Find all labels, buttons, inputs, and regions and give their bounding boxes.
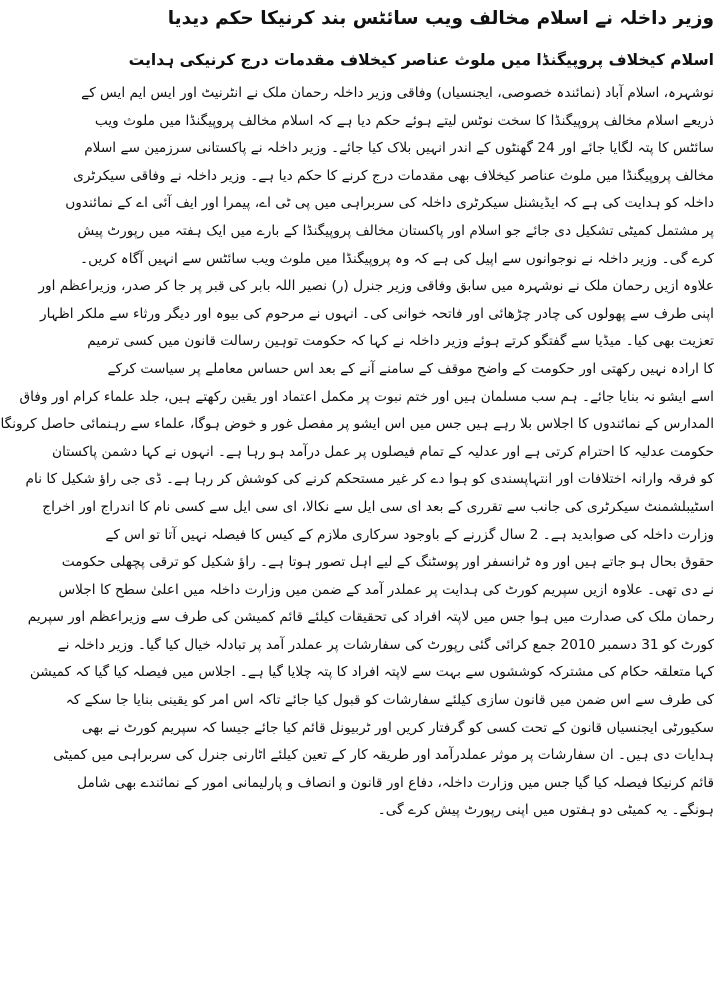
body-line: داخلہ کو ہدایت کی ہے کہ ایڈیشنل سیکرٹری داخلہ کی سربراہی میں پی ٹی اے، پیمرا اور ایف آئی اے کے نمائندوں xyxy=(65,195,714,212)
body-line: کورٹ کو 31 دسمبر 2010 جمع کرائی گئی رپورٹ کی سفارشات پر عملدر آمد پر تبادلہ خیال کیا گیا۔ وزیر داخلہ نے xyxy=(57,636,714,653)
body-line: علاوہ ازیں رحمان ملک نے نوشہرہ میں سابق وفاقی وزیر جنرل (ر) نصیر اللہ بابر کی قبر پر جا کر صدر، وزیراعظم اور xyxy=(38,278,714,295)
body-line: اسٹیبلشمنٹ سیکرٹری کی جانب سے تقرری کے بعد ای سی ایل سے نکالا، ای سی ایل سے کسی نام کا اندراج اور اخراج xyxy=(42,498,714,515)
body-line: ہونگے۔ یہ کمیٹی دو ہفتوں میں اپنی رپورٹ پیش کرے گی۔ xyxy=(377,802,714,819)
body-line: کو فرقہ وارانہ اختلافات اور انتہاپسندی کو ہوا دے کر غیر مستحکم کرنے کی کوشش کر رہا ہے۔ ڈی جی راؤ شکیل کا نام xyxy=(25,471,714,488)
body-line: کہا متعلقہ حکام کی مشترکہ کوششوں سے بہت سے لاپتہ افراد کا پتہ چلایا گیا ہے۔ اجلاس میں فیصلہ کیا گیا کہ کمیشن xyxy=(29,664,714,681)
headline: وزیر داخلہ نے اسلام مخالف ویب سائٹس بند کرنیکا حکم دیدیا xyxy=(167,8,714,29)
body-line: نے دی تھی۔ علاوہ ازیں سپریم کورٹ کی ہدایت پر عملدر آمد کے ضمن میں وزارت داخلہ میں اعلیٰ سطح کا اجلاس xyxy=(58,581,714,598)
body-line: تعزیت بھی کیا۔ میڈیا سے گفتگو کرتے ہوئے وزیر داخلہ نے کہا کہ حکومت توہین رسالت قانون میں کسی ترمیم xyxy=(87,333,714,350)
body-line: وزارت داخلہ کی صوابدید ہے۔ 2 سال گزرنے کے باوجود سرکاری ملازم کے کیس کا فیصلہ نہیں آتا تو اس کے xyxy=(105,526,714,543)
body-line: المدارس کے نمائندوں کا اجلاس بلا رہے ہیں جس میں اس ایشو پر مفصل غور و خوض ہوگا، علماء سے رہنمائی حاصل کرونگا xyxy=(0,416,714,433)
body-line: اسے ایشو نہ بنایا جائے۔ ہم سب مسلمان ہیں اور ختم نبوت پر مکمل اعتماد اور یقین رکھتے ہیں، جلد علماء کرام اور وفاق xyxy=(19,388,714,405)
body-line: کرے گی۔ وزیر داخلہ نے نوجوانوں سے اپیل کی ہے کہ وہ پروپیگنڈا میں ملوث ویب سائٹس سے انہیں آگاہ کریں۔ xyxy=(80,250,714,267)
body-line: ذریعے اسلام مخالف پروپیگنڈا کا سخت نوٹس لیتے ہوئے حکم دیا ہے کہ اسلام مخالف پروپیگنڈا میں ملوث ویب xyxy=(94,112,714,129)
body-line: سکیورٹی ایجنسیاں قانون کے تحت کسی کو گرفتار کریں اور ٹربیونل قائم کیا جائے جیسا کہ سپریم کورٹ نے بھی xyxy=(81,719,714,736)
body-line: حکومت عدلیہ کا احترام کرتی ہے اور عدلیہ کے تمام فیصلوں پر عمل درآمد ہو رہا ہے۔ انہوں نے کہا دشمن پاکستان xyxy=(52,443,714,460)
body-line: مخالف پروپیگنڈا میں ملوث عناصر کیخلاف بھی مقدمات درج کرنے کا حکم دیا ہے۔ وزیر داخلہ نے وفاقی سیکرٹری xyxy=(73,167,714,184)
body-line: اپنی طرف سے پھولوں کی چادر چڑھائی اور فاتحہ خوانی کی۔ انہوں نے مرحوم کی بیوہ اور دیگر ورثاء سے ملکر اظہار xyxy=(40,305,714,322)
article-body xyxy=(0,80,714,825)
body-line: حقوق بحال ہو جاتے ہیں اور وہ ٹرانسفر اور پوسٹنگ کے لیے اہل تصور ہوتا ہے۔ راؤ شکیل کو ترقی پچھلی حکومت xyxy=(61,554,714,571)
subheadline: اسلام کیخلاف پروپیگنڈا میں ملوث عناصر کیخلاف مقدمات درج کرنیکی ہدایت xyxy=(128,51,714,69)
body-line: پر مشتمل کمیٹی تشکیل دی جائے جو اسلام اور پاکستان مخالف پروپیگنڈا کے بارے میں ایک ہفتہ میں رپورٹ پیش xyxy=(77,222,714,239)
body-line: رحمان ملک کی صدارت میں ہوا جس میں لاپتہ افراد کی تحقیقات کیلئے قائم کمیشن کی طرف سے وزیراعظم اور سپریم xyxy=(27,609,714,626)
body-line: ہدایات دی ہیں۔ ان سفارشات پر موثر عملدرآمد اور طریقہ کار کے تعین کیلئے اٹارنی جنرل کی سربراہی میں کمیٹی xyxy=(53,747,714,764)
body-line: سائٹس کا پتہ لگایا جائے اور 24 گھنٹوں کے اندر انہیں بلاک کیا جائے۔ وزیر داخلہ نے پاکستانی سرزمین سے اسلام xyxy=(84,140,714,157)
body-line: کا ارادہ نہیں رکھتی اور حکومت کے واضح موقف کے سامنے آنے کے بعد اس حساس معاملے پر سیاست کرکے xyxy=(107,360,714,377)
body-line: کی طرف سے اس ضمن میں قانون سازی کیلئے سفارشات کو قبول کیا جائے تاکہ اس امر کو یقینی بنایا جا سکے کہ xyxy=(65,692,714,709)
body-line: قائم کرنیکا فیصلہ کیا گیا جس میں وزارت داخلہ، دفاع اور قانون و انصاف و پارلیمانی امور کے نمائندے بھی شامل xyxy=(77,774,714,791)
body-line: نوشہرہ، اسلام آباد (نمائندہ خصوصی، ایجنسیاں) وفاقی وزیر داخلہ رحمان ملک نے انٹرنیٹ اور ایس ایم ایس کے xyxy=(81,85,714,101)
